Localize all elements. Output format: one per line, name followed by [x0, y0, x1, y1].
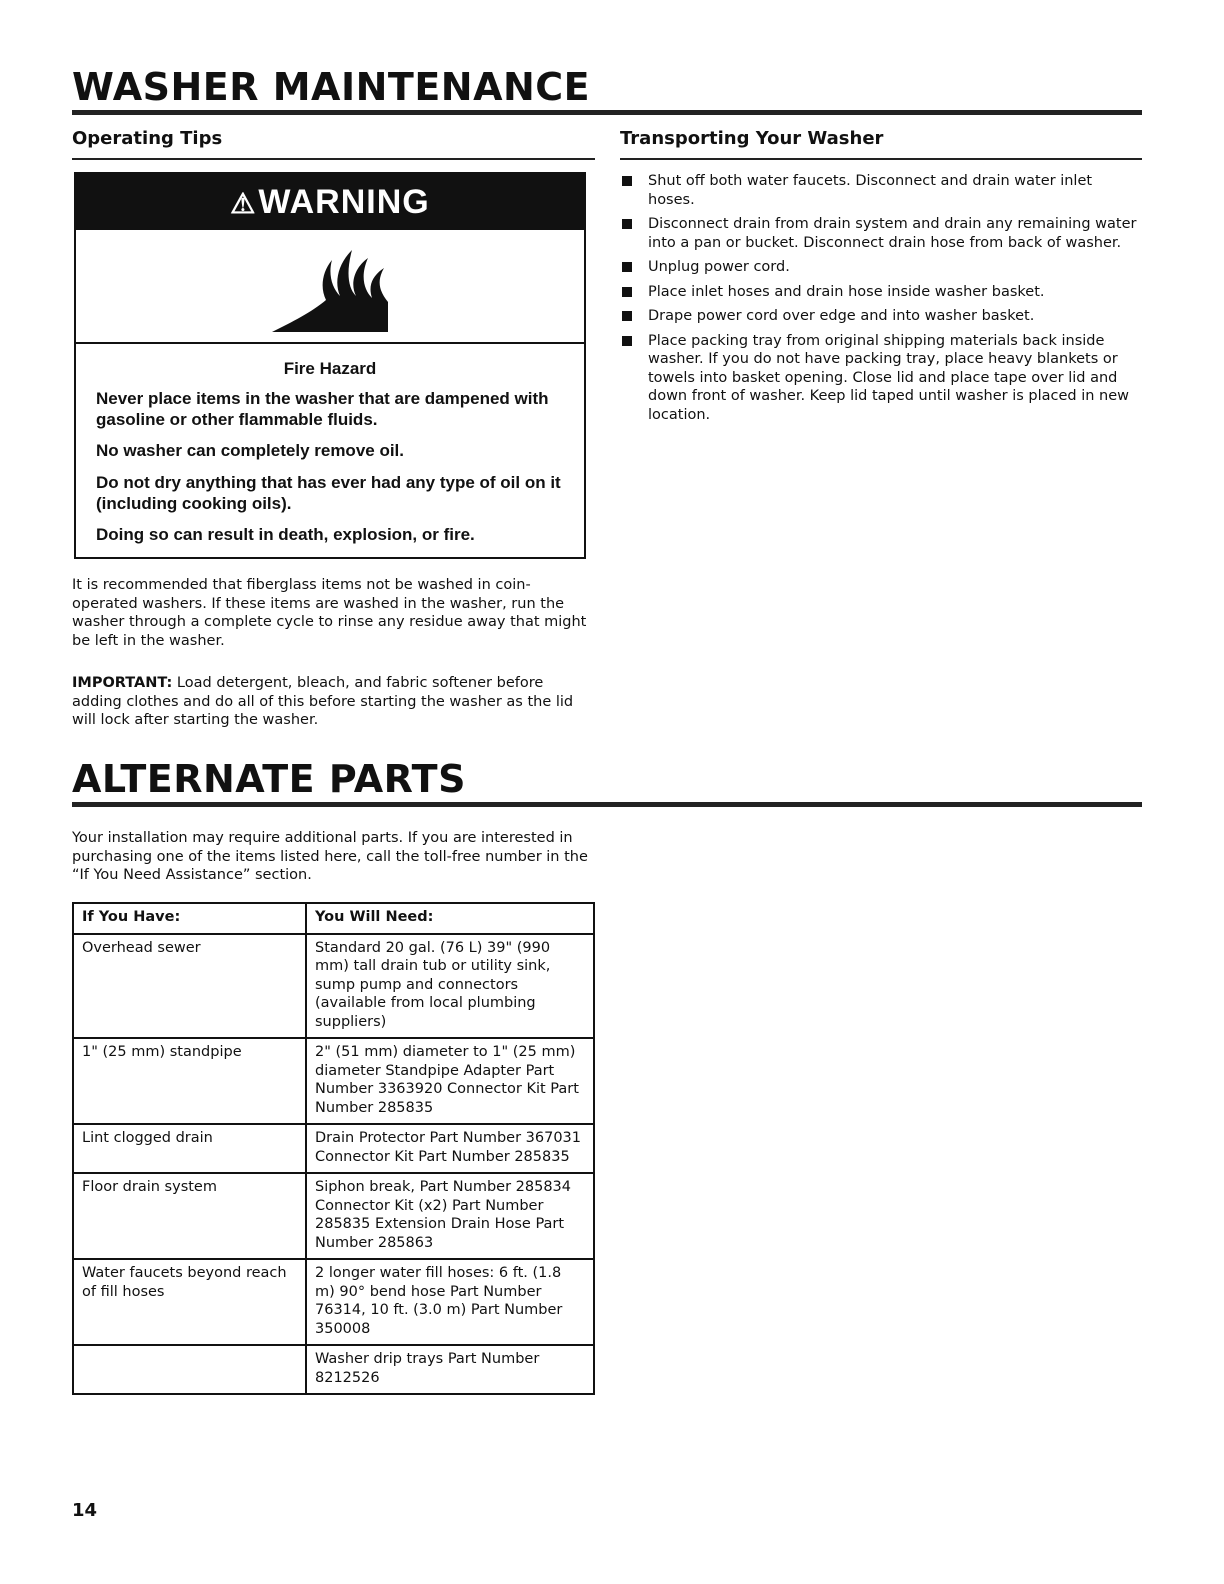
warning-divider: [76, 342, 584, 344]
table-cell: Floor drain system: [73, 1173, 306, 1259]
table-row: [73, 1259, 594, 1345]
page-title: WASHER MAINTENANCE: [72, 65, 591, 109]
fire-icon: [268, 242, 392, 334]
list-item: Place packing tray from original shipping materials back inside washer. If you do not have packing tray, place heavy blankets or towels into basket opening. Close lid and place tape over lid and down front of washer. Keep lid taped until washer is placed in new location.: [620, 332, 1140, 425]
column-header: You Will Need:: [306, 903, 594, 934]
table-cell: 2 longer water fill hoses: 6 ft. (1.8 m) 90° bend hose Part Number 76314, 10 ft. (3.0 m) Part Number 350008: [306, 1259, 594, 1345]
important-label: IMPORTANT:: [72, 675, 173, 691]
bullet-square-icon: [622, 336, 632, 346]
alternate-parts-title: ALTERNATE PARTS: [72, 757, 466, 801]
operating-tips-rule: [72, 158, 595, 160]
warning-banner: [76, 174, 584, 230]
table-row: [73, 1345, 594, 1394]
table-row: [73, 1124, 594, 1173]
warning-box: [74, 172, 586, 559]
warning-triangle-icon: ⚠: [230, 188, 257, 219]
bullet-square-icon: [622, 311, 632, 321]
table-row: [73, 934, 594, 1039]
table-cell: Overhead sewer: [73, 934, 306, 1039]
warning-line: Doing so can result in death, explosion, or fire.: [96, 525, 475, 544]
table-cell: Washer drip trays Part Number 8212526: [306, 1345, 594, 1394]
bullet-square-icon: [622, 176, 632, 186]
list-item: Place inlet hoses and drain hose inside washer basket.: [620, 283, 1140, 302]
table-cell: Drain Protector Part Number 367031 Connector Kit Part Number 285835: [306, 1124, 594, 1173]
table-cell: [73, 1345, 306, 1394]
warning-line: Never place items in the washer that are dampened with gasoline or other flammable fluids.: [96, 389, 549, 429]
table-cell: 1" (25 mm) standpipe: [73, 1038, 306, 1124]
warning-line: No washer can completely remove oil.: [96, 441, 405, 460]
list-item: Unplug power cord.: [620, 258, 1140, 277]
fiberglass-paragraph: It is recommended that fiberglass items not be washed in coin-operated washers. If these items are washed in the washer, run the washer through a complete cycle to rinse any residue away that might be left in the washer.: [72, 577, 587, 649]
warning-line: Do not dry anything that has ever had any type of oil on it (including cooking oils).: [96, 473, 561, 513]
column-header: If You Have:: [73, 903, 306, 934]
table-cell: Standard 20 gal. (76 L) 39" (990 mm) tall drain tub or utility sink, sump pump and connectors (available from local plumbing suppliers): [306, 934, 594, 1039]
page-number: 14: [72, 1500, 98, 1521]
table-cell: Water faucets beyond reach of fill hoses: [73, 1259, 306, 1345]
hazard-title: Fire Hazard: [283, 359, 377, 378]
transporting-rule: [620, 158, 1142, 160]
table-header-row: [73, 903, 594, 934]
alternate-parts-intro: Your installation may require additional parts. If you are interested in purchasing one of the items listed here, call the toll-free number in the “If You Need Assistance” section.: [72, 830, 588, 883]
bullet-square-icon: [622, 262, 632, 272]
list-item: Drape power cord over edge and into washer basket.: [620, 307, 1140, 326]
warning-banner-label: WARNING: [258, 183, 430, 221]
important-paragraph: [72, 674, 594, 730]
transporting-heading: Transporting Your Washer: [620, 128, 884, 149]
transporting-list: [620, 172, 1140, 430]
table-row: [73, 1173, 594, 1259]
table-cell: Lint clogged drain: [73, 1124, 306, 1173]
bullet-square-icon: [622, 219, 632, 229]
bullet-square-icon: [622, 287, 632, 297]
alternate-parts-table: [72, 902, 595, 1395]
list-item: Disconnect drain from drain system and drain any remaining water into a pan or bucket. Disconnect drain hose from back of washer.: [620, 215, 1140, 252]
important-text: Load detergent, bleach, and fabric softener before adding clothes and do all of this before starting the washer as the lid will lock after starting the washer.: [72, 675, 574, 728]
title-rule: [72, 110, 1142, 115]
table-cell: 2" (51 mm) diameter to 1" (25 mm) diameter Standpipe Adapter Part Number 3363920 Connector Kit Part Number 285835: [306, 1038, 594, 1124]
alternate-parts-rule: [72, 802, 1142, 807]
list-item: Shut off both water faucets. Disconnect and drain water inlet hoses.: [620, 172, 1140, 209]
table-row: [73, 1038, 594, 1124]
table-cell: Siphon break, Part Number 285834 Connector Kit (x2) Part Number 285835 Extension Drain Hose Part Number 285863: [306, 1173, 594, 1259]
operating-tips-heading: Operating Tips: [72, 128, 223, 149]
